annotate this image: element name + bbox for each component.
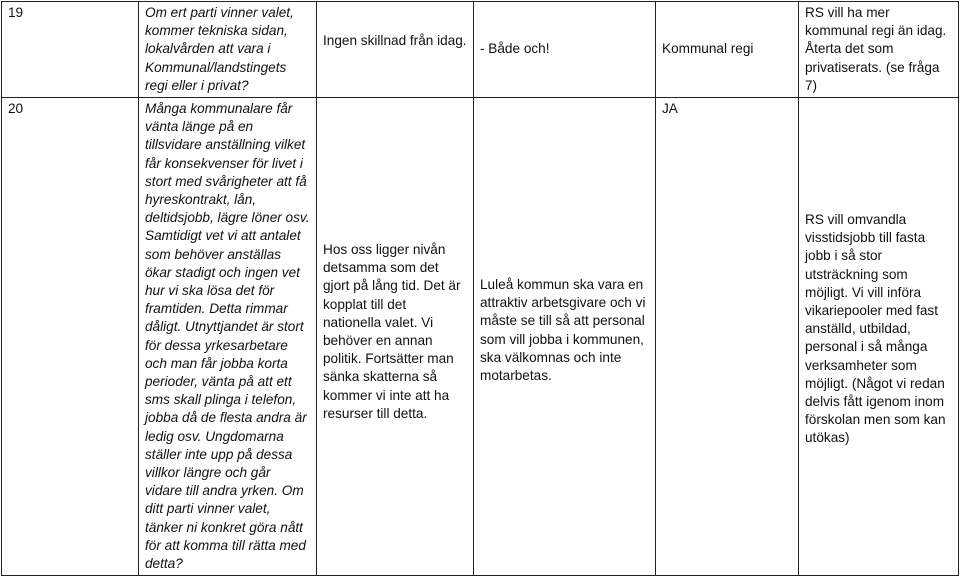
answer-cell: Luleå kommun ska vara en attraktiv arbetsgivare och vi måste se till så att personal som vill jobba i kommunen, ska välkomnas och inte motarbetas. — [474, 98, 656, 576]
table-row — [2, 98, 959, 576]
table-row — [2, 2, 959, 98]
answer-cell: JA — [656, 98, 799, 576]
question-text: Om ert parti vinner valet, kommer tekniska sidan, lokalvården att vara i Kommunal/landstingets regi eller i privat? — [139, 2, 317, 98]
question-number: 19 — [2, 2, 139, 98]
question-text: Många kommunalare får vänta länge på en tillsvidare anställning vilket får konsekvenser för livet i stort med svårigheter att få hyreskontrakt, lån, deltidsjobb, lägre löner osv. Samtidigt vet vi att antalet som behöver anställas ökar stadigt och ingen vet hur vi ska lösa det för framtiden. Detta rimmar dåligt. Utnyttjandet är stort för dessa yrkesarbetare och man får jobba korta perioder, vänta på att ett sms skall plinga i telefon, jobba då de flesta andra är ledig osv. Ungdomarna ställer inte upp på dessa villkor längre och går vidare till andra yrken. Om ditt parti vinner valet, tänker ni konkret göra nått för att komma till rätta med detta? — [139, 98, 317, 576]
answer-cell: - Både och! — [474, 2, 656, 98]
questionnaire-table — [1, 1, 959, 576]
question-number: 20 — [2, 98, 139, 576]
answer-cell: Hos oss ligger nivån detsamma som det gjort på lång tid. Det är kopplat till det nationella valet. Vi behöver en annan politik. Fortsätter man sänka skatterna så kommer vi inte att ha resurser till detta. — [317, 98, 474, 576]
answer-cell: Kommunal regi — [656, 2, 799, 98]
answer-cell: Ingen skillnad från idag. — [317, 2, 474, 98]
answer-cell: RS vill ha mer kommunal regi än idag. Återta det som privatiserats. (se fråga 7) — [799, 2, 959, 98]
answer-cell: RS vill omvandla visstidsjobb till fasta jobb i så stor utsträckning som möjligt. Vi vill införa vikariepooler med fast anställd, utbildad, personal i så många verksamheter som möjligt. (Något vi redan delvis fått igenom inom förskolan men som kan utökas) — [799, 98, 959, 576]
